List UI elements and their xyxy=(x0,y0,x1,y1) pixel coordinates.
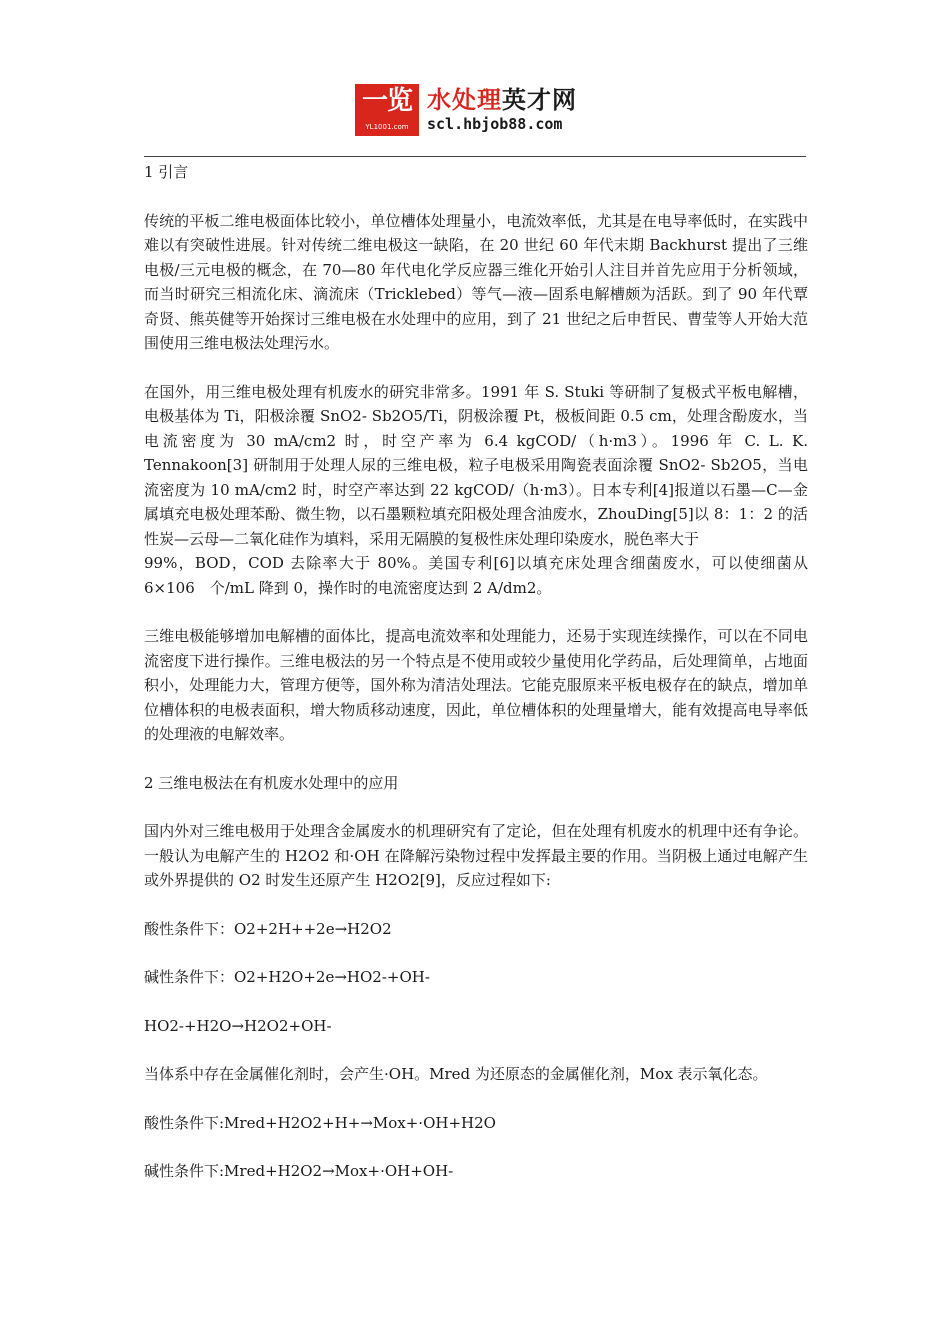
logo-badge-subtext: YL1001.com xyxy=(365,123,409,131)
equation-alkaline-2: HO2-+H2O→H2O2+OH- xyxy=(144,1016,332,1035)
equation-alkaline-1: 碱性条件下：O2+H2O+2e→HO2-+OH- xyxy=(144,968,430,986)
document-body xyxy=(144,160,808,1184)
logo-title xyxy=(427,86,577,114)
paragraph-foreign-research-cont: 99%，BOD，COD 去除率大于 80%。美国专利[6]以填充床处理含细菌废水，可以使细菌从 6×106 个/mL 降到 0，操作时的电流密度达到 2 A/dm2。 xyxy=(144,554,808,597)
section-heading-2: 2 三维电极法在有机废水处理中的应用 xyxy=(144,773,399,792)
logo-title-red: 水处理 xyxy=(427,86,502,114)
section-heading-1: 1 引言 xyxy=(144,163,189,181)
equation-acidic-2: 酸性条件下:Mred+H2O2+H+→Mox+·OH+H2O xyxy=(144,1113,496,1132)
paragraph-catalyst: 当体系中存在金属催化剂时，会产生·OH。Mred 为还原态的金属催化剂，Mox 表示氧化态。 xyxy=(144,1065,768,1083)
paragraph-intro: 传统的平板二维电极面体比较小，单位槽体处理量小，电流效率低，尤其是在电导率低时，在实践中难以有突破性进展。针对传统二维电极这一缺陷，在 20 世纪 60 年代末期 Backhurst 提出了三维电极/三元电极的概念，在 70—80 年代电化学反应器三维化开始引人注目并首先应用于分析领域，而当时研究三相流化床、滴流床（Tricklebed）等气—液—固系电解槽颇为活跃。到了 90 年代覃奇贤、熊英健等开始探讨三维电极在水处理中的应用，到了 21 世纪之后申哲民、曹莹等人开始大范围使用三维电极法处理污水。 xyxy=(144,211,808,352)
paragraph-advantages: 三维电极能够增加电解槽的面体比，提高电流效率和处理能力，还易于实现连续操作，可以在不同电流密度下进行操作。三维电极法的另一个特点是不使用或较少量使用化学药品，后处理简单，占地面积小，处理能力大，管理方便等，国外称为清洁处理法。它能克服原来平板电极存在的缺点，增加单位槽体积的电极表面积，增大物质移动速度，因此，单位槽体积的处理量增大，能有效提高电导率低的处理液的电解效率。 xyxy=(144,627,808,743)
site-logo[interactable] xyxy=(355,84,577,136)
equation-alkaline-3: 碱性条件下:Mred+H2O2→Mox+·OH+OH- xyxy=(144,1162,454,1180)
paragraph-mechanism: 国内外对三维电极用于处理含金属废水的机理研究有了定论，但在处理有机废水的机理中还有争论。一般认为电解产生的 H2O2 和·OH 在降解污染物过程中发挥最主要的作用。当阴极上通过电解产生或外界提供的 O2 时发生还原产生 H2O2[9]，反应过程如下: xyxy=(144,822,808,889)
logo-text xyxy=(427,86,577,134)
logo-url: scl.hbjob88.com xyxy=(427,115,563,133)
logo-badge-text: 一览 xyxy=(361,86,412,116)
logo-badge xyxy=(355,84,419,136)
paragraph-foreign-research: 在国外，用三维电极处理有机废水的研究非常多。1991 年 S. Stuki 等研制了复极式平板电解槽，电极基体为 Ti，阳极涂覆 SnO2- Sb2O5/Ti，阴极涂覆 Pt，极板间距 0.5 cm，处理含酚废水，当电流密度为 30 mA/cm2 时，时空产率为 6.4 kgCOD/（h·m3）。1996 年 C. L. K. Tennakoon[3] 研制用于处理人尿的三维电极，粒子电极采用陶瓷表面涂覆 SnO2- Sb2O5，当电流密度为 10 mA/cm2 时，时空产率达到 22 kgCOD/（h·m3）。日本专利[4]报道以石墨—C—金属填充电极处理苯酚、微生物，以石墨颗粒填充阳极处理含油废水，ZhouDing[5]以 8：1：2 的活性炭—云母—二氧化硅作为填料，采用无隔膜的复极性床处理印染废水，脱色率大于 xyxy=(144,382,808,548)
header-divider xyxy=(144,156,806,157)
logo-title-dark: 英才网 xyxy=(502,86,577,114)
equation-acidic-1: 酸性条件下：O2+2H++2e→H2O2 xyxy=(144,919,392,938)
